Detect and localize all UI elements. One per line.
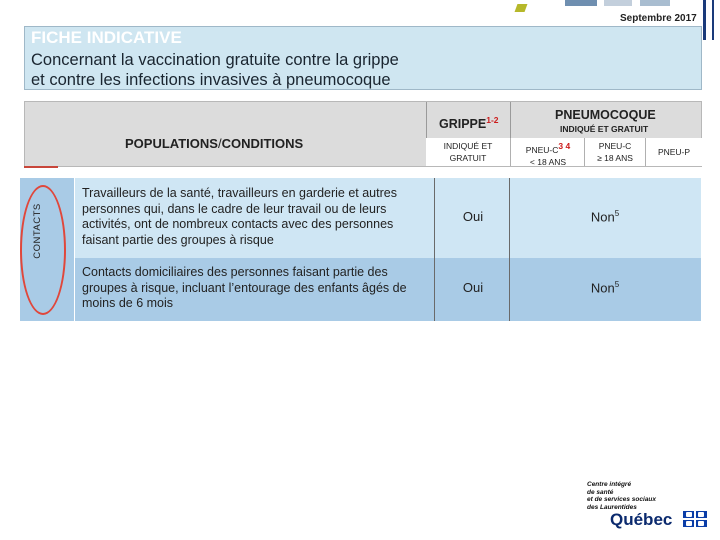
decorative-stripe [604,0,632,6]
decorative-stripe [640,0,670,6]
row-condition-text: Travailleurs de la santé, travailleurs en garderie et autres personnes qui, dans le cadre de leur travail ou de leurs activités, ont de nombreux contacts avec des personnes faisant partie des groupes à risque [82,186,397,247]
header-divider [584,138,585,166]
header-pneu-c-label: PNEU-C [525,144,559,155]
table-row [20,258,701,321]
header-grippe-label: GRIPPE [439,117,487,132]
highlight-oval [20,185,66,315]
header-grippe-indique [432,140,504,164]
header-pneu-c-ge18 [586,140,644,164]
decorative-line [712,0,714,40]
header-grippe-sup: 1-2 [486,115,499,125]
row-pneumo-sup: 5 [614,280,620,289]
header-conditions: CONDITIONS [221,136,304,151]
row-pneumo-sup: 5 [614,209,620,218]
logo-line: des Laurentides [587,503,637,511]
row-pneumo-value [510,209,700,224]
header-pneu-c-sup: 3 4 [558,141,571,151]
header-slash: / [217,136,222,151]
cisss-logo-text [587,481,656,511]
contacts-section-label: CONTACTS [32,203,43,259]
header-pneu-c-label: PNEU-C [598,141,632,151]
header-pneu-c-age: < 18 ANS [529,156,567,167]
table-row [20,178,701,258]
quebec-flag-icon [683,511,707,527]
row-condition-text: Contacts domiciliaires des personnes faisant partie des groupes à risque, incluant l’entourage des enfants âgés de moins de 6 mois [82,265,407,310]
document-date: Septembre 2017 [620,13,697,24]
header-populations-conditions [125,136,303,151]
logo-line: Centre intégré [587,481,632,488]
red-marker [24,166,58,168]
header-grippe-indique-line2: GRATUIT [449,153,487,163]
header-pneu-p: PNEU-P [657,147,691,157]
row-pneumo-label: Non [590,209,615,225]
title-box [24,26,702,90]
header-divider [645,138,646,166]
contacts-table [20,178,701,321]
header-divider [510,138,511,166]
table-header [24,101,702,167]
decorative-stripe [565,0,597,6]
row-grippe-value: Oui [462,209,484,224]
header-grippe [439,115,499,131]
decorative-line [703,0,706,40]
header-grippe-indique-line1: INDIQUÉ ET [443,141,493,151]
row-pneumo-value [510,280,700,295]
logo-line: et de services sociaux [587,496,657,503]
header-pneu-c-age: ≥ 18 ANS [597,153,633,163]
header-pneu-c-lt18 [514,140,582,168]
header-subcolumns [426,138,702,166]
header-populations: POPULATIONS [125,136,218,151]
header-pneumocoque: PNEUMOCOQUE [555,108,656,122]
document-title: FICHE INDICATIVE [31,28,182,47]
decorative-stripe [515,4,528,12]
quebec-wordmark: Québec [610,510,673,529]
logo-line: de santé [587,488,614,496]
document-subtitle-line1: Concernant la vaccination gratuite contre la grippe [31,51,399,69]
column-divider [434,178,435,321]
row-grippe-value: Oui [462,280,484,295]
column-divider [509,178,510,321]
row-pneumo-label: Non [590,280,615,296]
column-divider [74,178,75,321]
header-pneumocoque-sub: INDIQUÉ ET GRATUIT [560,124,649,134]
document-subtitle-line2: et contre les infections invasives à pneumocoque [31,71,391,89]
